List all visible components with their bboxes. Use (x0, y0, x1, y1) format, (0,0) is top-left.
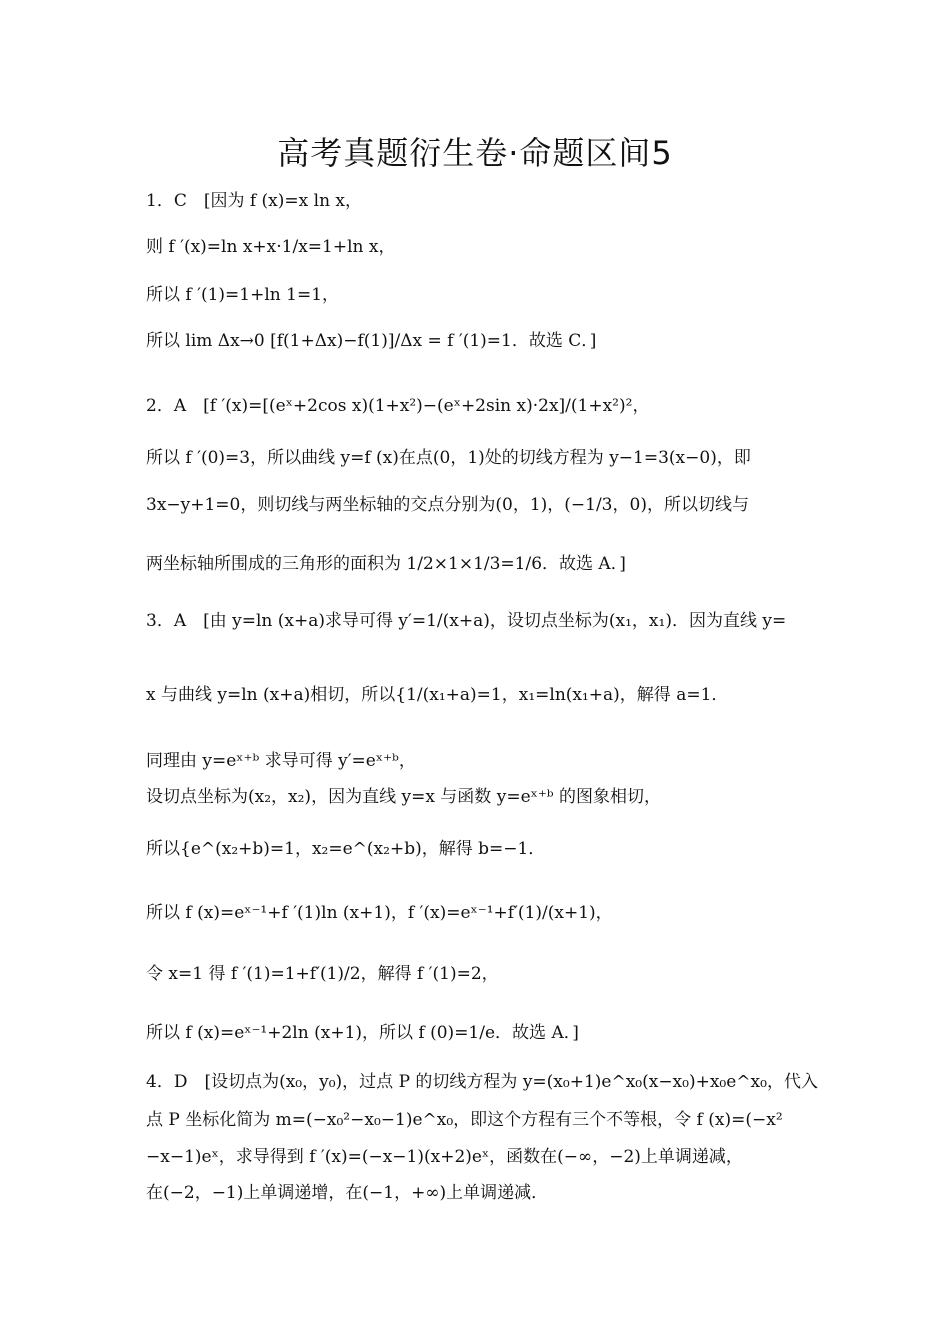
q4-line-4: 在(−2，−1)上单调递增，在(−1，+∞)上单调递减． (146, 1183, 549, 1203)
q1-line-2: 则 f ′(x)=ln x+x·1/x=1+ln x， (146, 237, 396, 257)
page-title: 高考真题衍生卷·命题区间5 (277, 134, 673, 172)
q3-line-3: 同理由 y=eˣ⁺ᵇ 求导可得 y′=eˣ⁺ᵇ， (146, 751, 416, 771)
q1-line-1: 1．C [因为 f (x)=x ln x， (146, 191, 363, 211)
q2-line-3: 3x−y+1=0，则切线与两坐标轴的交点分别为(0，1)，(−1/3，0)，所以切线与 (146, 495, 749, 515)
q1-line-4: 所以 lim Δx→0 [f(1+Δx)−f(1)]/Δx = f ′(1)=1．故选 C．] (146, 331, 597, 351)
q3-line-5: 所以{e^(x₂+b)=1，x₂=e^(x₂+b)，解得 b=−1． (146, 839, 546, 859)
q4-line-2: 点 P 坐标化简为 m=(−x₀²−x₀−1)e^x₀，即这个方程有三个不等根，令 f (x)=(−x² (146, 1110, 783, 1130)
q1-line-3: 所以 f ′(1)=1+ln 1=1， (146, 285, 340, 305)
q3-line-4: 设切点坐标为(x₂，x₂)，因为直线 y=x 与函数 y=eˣ⁺ᵇ 的图象相切， (146, 787, 662, 807)
q3-line-1: 3．A [由 y=ln (x+a)求导可得 y′=1/(x+a)，设切点坐标为(x₁，x₁)．因为直线 y= (146, 611, 787, 631)
q3-line-2: x 与曲线 y=ln (x+a)相切，所以{1/(x₁+a)=1，x₁=ln(x₁+a)，解得 a=1． (146, 685, 729, 705)
q4-line-3: −x−1)eˣ，求导得到 f ′(x)=(−x−1)(x+2)eˣ，函数在(−∞，−2)上单调递减， (146, 1147, 743, 1167)
q2-line-2: 所以 f ′(0)=3，所以曲线 y=f (x)在点(0，1)处的切线方程为 y−1=3(x−0)，即 (146, 448, 751, 468)
q3-line-6: 所以 f (x)=eˣ⁻¹+f ′(1)ln (x+1)，f ′(x)=eˣ⁻¹+f′(1)/(x+1)， (146, 903, 613, 923)
q3-line-7: 令 x=1 得 f ′(1)=1+f′(1)/2，解得 f ′(1)=2， (146, 964, 499, 984)
q2-line-4: 两坐标轴所围成的三角形的面积为 1/2×1×1/3=1/6．故选 A．] (146, 554, 626, 574)
q2-line-1: 2．A [f ′(x)=[(eˣ+2cos x)(1+x²)−(eˣ+2sin x)·2x]/(1+x²)²， (146, 396, 650, 416)
q3-line-8: 所以 f (x)=eˣ⁻¹+2ln (x+1)，所以 f (0)=1/e．故选 A．] (146, 1023, 579, 1043)
q4-line-1: 4．D [设切点为(x₀，y₀)，过点 P 的切线方程为 y=(x₀+1)e^x₀(x−x₀)+x₀e^x₀，代入 (146, 1072, 818, 1092)
